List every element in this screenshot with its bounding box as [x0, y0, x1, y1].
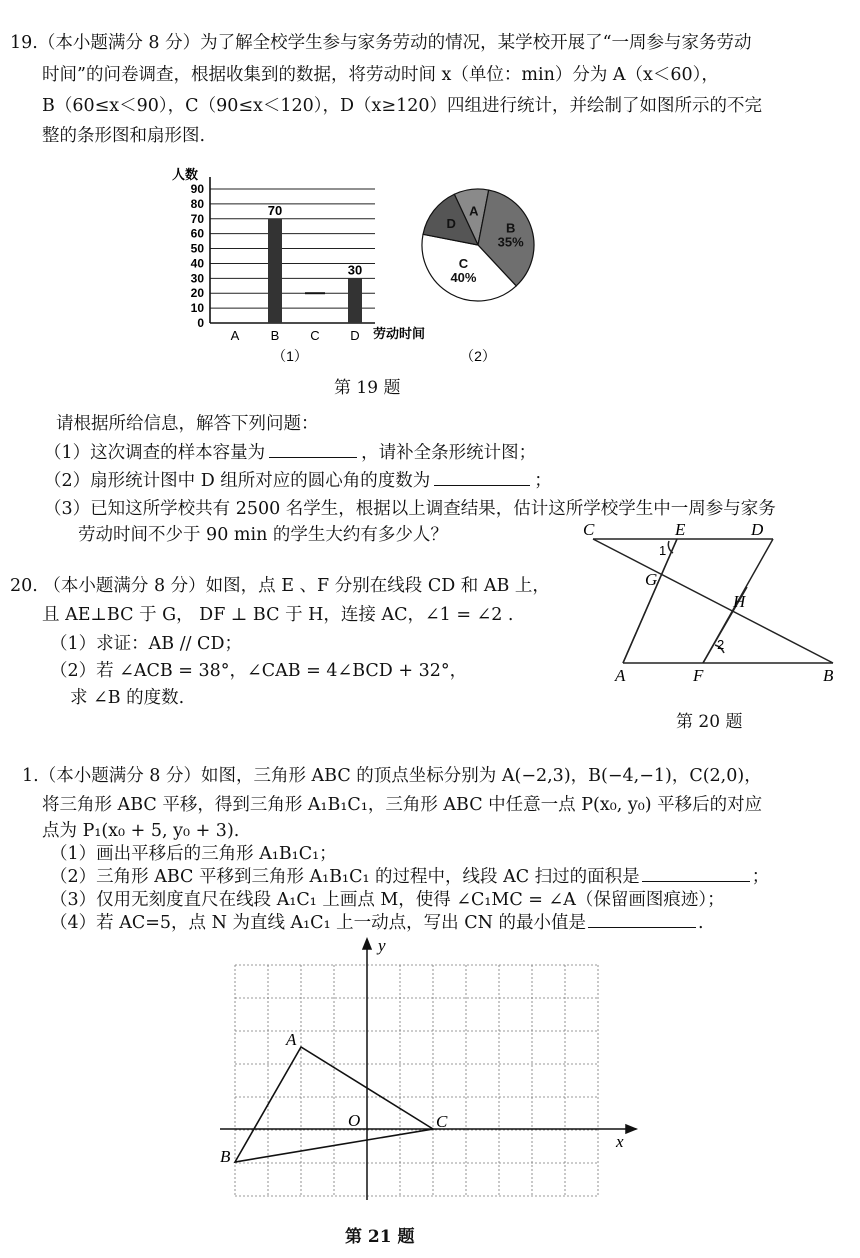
bar-chart-ylabel: 人数: [172, 167, 199, 182]
q21-part2-text: （2）三角形 ABC 平移到三角形 A₁B₁C₁ 的过程中，线段 AC 扫过的面积是: [50, 867, 640, 887]
bar-y-tick-label: 20: [190, 286, 204, 301]
pie-slice-label: C: [458, 256, 469, 272]
bar: [268, 219, 282, 323]
pie-slice-label: A: [469, 203, 479, 219]
bar-chart-categories: [231, 328, 360, 343]
q21-part2-blank[interactable]: [642, 863, 750, 882]
q19-part1-tail: ，请补全条形统计图；: [361, 443, 537, 463]
q20-point-F: F: [693, 666, 704, 685]
q19-part1: [44, 438, 536, 468]
q20-figure-lines: [593, 539, 833, 663]
q20-point-C: C: [583, 520, 595, 539]
q19-line3: B（60≤x＜90），C（90≤x＜120），D（x≥120）四组进行统计，并绘制了如图所示的不完: [42, 96, 762, 116]
q20-part1: （1）求证：AB // CD；: [50, 634, 242, 654]
bar-y-tick-label: 30: [190, 271, 204, 286]
q19-part3: （3）已知这所学校共有 2500 名学生，根据以上调查结果，估计这所学校学生中一周参与家务: [44, 499, 776, 519]
bar-category-label: A: [230, 328, 240, 343]
q19-part3-cont: 劳动时间不少于 90 min 的学生大约有多少人？: [78, 525, 448, 545]
q21-part4-tail: .: [697, 913, 704, 933]
q21-part4: [50, 908, 704, 938]
q20-part2: （2）若 ∠ACB = 38°，∠CAB = 4∠BCD + 32°，: [50, 661, 468, 681]
pie-chart: [410, 180, 540, 370]
q19-part2: [44, 466, 552, 496]
q21-line2: 将三角形 ABC 平移，得到三角形 A₁B₁C₁，三角形 ABC 中任意一点 P(x₀, y₀) 平移后的对应: [42, 795, 763, 815]
q19-intro: 请根据所给信息，解答下列问题：: [56, 414, 319, 434]
q21-grid-lines: [235, 965, 598, 1196]
q19-part2-tail: ；: [534, 471, 552, 491]
q20-line2: 且 AE⊥BC 于 G， DF ⊥ BC 于 H，连接 AC，∠1 = ∠2 .: [42, 605, 514, 625]
bar-chart-y-ticks: [191, 182, 205, 330]
q21-part4-text: （4）若 AC=5，点 N 为直线 A₁C₁ 上一动点，写出 CN 的最小值是: [50, 913, 586, 933]
bar-y-tick-label: 50: [190, 241, 204, 256]
q19-part2-text: （2）扇形统计图中 D 组所对应的圆心角的度数为: [44, 471, 431, 491]
q21-origin-label: O: [348, 1111, 361, 1130]
bar-chart-caption: （1）: [272, 348, 308, 364]
q20-point-D: D: [751, 520, 764, 539]
pie-slice-label: 40%: [450, 270, 477, 286]
q21-axes: [220, 939, 636, 1200]
bar: [348, 278, 362, 323]
bar-category-label: B: [270, 328, 280, 343]
q20-geometry-figure: [575, 515, 845, 695]
q21-part1: （1）画出平移后的三角形 A₁B₁C₁；: [50, 844, 337, 864]
bar-chart-xlabel: 劳动时间: [373, 326, 426, 341]
q20-point-B: B: [823, 666, 834, 685]
q20-line1: 20. （本小题满分 8 分）如图，点 E 、F 分别在线段 CD 和 AB 上，: [10, 576, 550, 596]
bar-y-tick-label: 60: [190, 226, 204, 241]
pie-slice-label: 35%: [497, 234, 524, 250]
bar-y-tick-label: 0: [197, 316, 204, 330]
q20-angle-1: 1: [659, 543, 667, 558]
q19-line2: 时间”的问卷调查，根据收集到的数据，将劳动时间 x（单位：min）分为 A（x＜60），: [42, 65, 719, 85]
q21-part2-tail: ；: [751, 867, 770, 887]
q20-angle-2: 2: [717, 637, 725, 652]
bar-chart-bars: [268, 203, 362, 323]
q19-line1: 19.（本小题满分 8 分）为了解全校学生参与家务劳动的情况，某学校开展了“一周参与家务劳动: [10, 33, 752, 53]
q21-figure-caption: 第 21 题: [345, 1227, 415, 1247]
q21-axis-x-label: x: [616, 1132, 624, 1151]
bar-category-label: C: [310, 328, 320, 343]
bar-category-label: D: [350, 328, 360, 343]
bar-y-tick-label: 40: [190, 256, 204, 271]
q19-part1-blank[interactable]: [269, 439, 357, 458]
bar-y-tick-label: 80: [190, 196, 204, 211]
pie-slice-label: D: [446, 216, 456, 232]
q21-line1: 1.（本小题满分 8 分）如图，三角形 ABC 的顶点坐标分别为 A(−2,3)，B(−4,−1)，C(2,0)，: [22, 766, 762, 786]
q20-point-H: H: [733, 592, 746, 611]
q21-part3: （3）仅用无刻度直尺在线段 A₁C₁ 上画点 M，使得 ∠C₁MC = ∠A（保留画图痕迹）；: [50, 890, 725, 910]
q20-point-A: A: [615, 666, 626, 685]
pie-slice-label: B: [505, 220, 516, 236]
bar-data-label: 70: [267, 202, 283, 218]
q20-point-G: G: [645, 570, 658, 589]
bar-y-tick-label: 70: [190, 211, 204, 226]
q21-axis-y-label: y: [378, 936, 386, 955]
bar-data-label: 30: [347, 262, 363, 278]
bar-y-tick-label: 90: [190, 182, 204, 196]
q19-part1-text: （1）这次调查的样本容量为: [44, 443, 266, 463]
q20-figure-caption: 第 20 题: [676, 712, 743, 732]
bar-y-tick-label: 10: [190, 301, 204, 316]
q21-point-C: C: [436, 1112, 448, 1131]
q21-point-A: A: [286, 1030, 297, 1049]
q19-part2-blank[interactable]: [434, 467, 530, 486]
pie-chart-caption: （2）: [460, 348, 496, 364]
bar-chart: [160, 165, 450, 370]
q21-point-B: B: [220, 1147, 231, 1166]
q20-part2-cont: 求 ∠B 的度数.: [70, 688, 185, 708]
q19-figure-caption: 第 19 题: [334, 378, 401, 398]
bar-partial-mark: [305, 292, 325, 294]
q19-line4: 整的条形图和扇形图.: [42, 126, 206, 146]
q21-part4-blank[interactable]: [588, 909, 696, 928]
q21-coordinate-grid: [210, 935, 650, 1210]
q21-line3: 点为 P₁(x₀ + 5, y₀ + 3).: [42, 821, 240, 841]
q20-point-E: E: [675, 520, 686, 539]
